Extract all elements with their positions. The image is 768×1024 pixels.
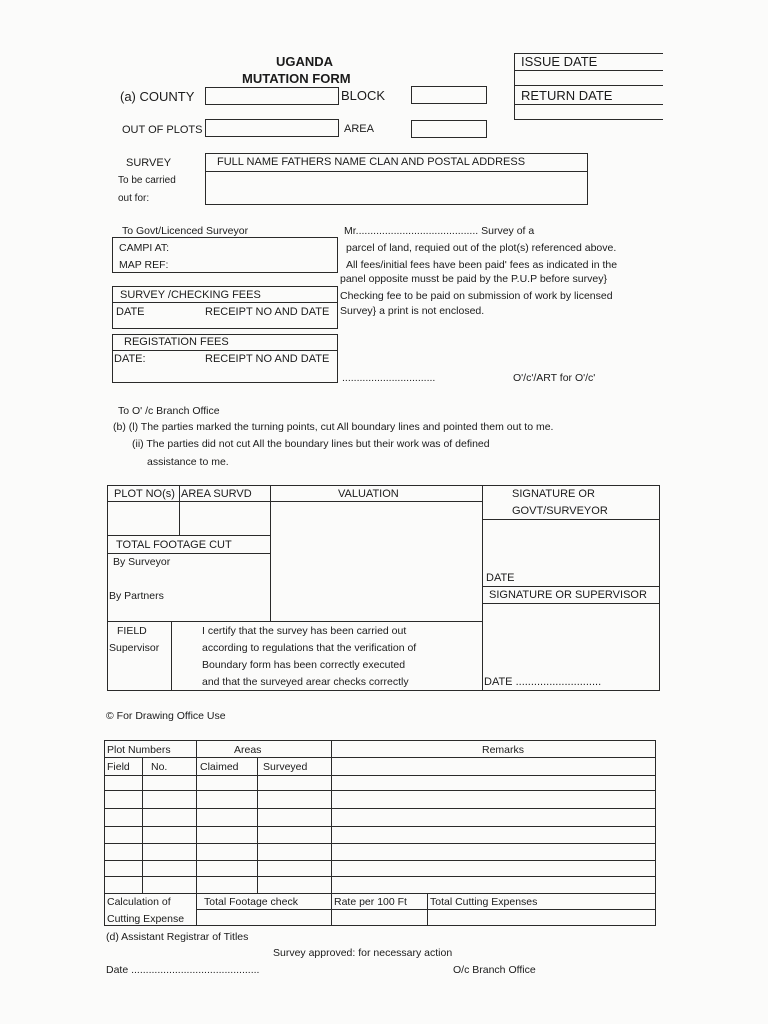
map-ref-label: MAP REF: (119, 259, 169, 271)
date-bottom: DATE ............................ (484, 676, 602, 688)
drawing-row-3 (104, 808, 656, 809)
field-label: FIELD (117, 625, 147, 637)
fees-receipt-label: RECEIPT NO AND DATE (205, 306, 330, 318)
survey-party-header-line (205, 171, 588, 172)
area-field[interactable] (411, 120, 487, 138)
registration-fees-divider (112, 350, 338, 351)
drawing-col-claimed (196, 740, 197, 926)
row-line-date (482, 586, 660, 587)
instruction-line-1: Mr.......................................... Survey of a (344, 225, 535, 237)
total-cutting-label: Total Cutting Expenses (430, 896, 538, 908)
drawing-row-2 (104, 790, 656, 791)
rate-label: Rate per 100 Ft (334, 896, 407, 908)
registration-receipt-label: RECEIPT NO AND DATE (205, 353, 330, 365)
drawing-row-7 (104, 876, 656, 877)
drawing-office-label: © For Drawing Office Use (106, 710, 226, 722)
row-line-signature (482, 519, 660, 520)
area-label: AREA (344, 123, 374, 135)
col-line-valuation (482, 485, 483, 691)
boundary-statement-2: (ii) The parties did not cut All the boundary lines but their work was of defined (132, 438, 490, 450)
claimed-header: Claimed (200, 761, 239, 773)
out-of-plots-field[interactable] (205, 119, 339, 137)
date-label: DATE (486, 572, 515, 584)
remarks-header: Remarks (482, 744, 525, 756)
survey-label-line3: out for: (118, 193, 150, 204)
row-line-footage-header (107, 553, 270, 554)
signature-header-1: SIGNATURE OR (512, 488, 595, 500)
field-header: Field (107, 761, 130, 773)
block-label: BLOCK (341, 88, 386, 103)
certify-line-4: and that the surveyed arear checks correctly (202, 676, 409, 688)
to-branch-office: To O' /c Branch Office (118, 405, 220, 417)
form-title-country: UGANDA (276, 54, 334, 69)
col-line-area (270, 485, 271, 621)
instruction-line-3: All fees/initial fees have been paid' fees as indicated in the (346, 259, 618, 271)
block-field[interactable] (411, 86, 487, 104)
branch-office-label: O/c Branch Office (453, 964, 536, 976)
assistant-registrar-label: (d) Assistant Registrar of Titles (106, 931, 249, 943)
drawing-row-1 (104, 775, 656, 776)
instruction-line-2: parcel of land, requied out of the plot(s) referenced above. (346, 242, 617, 254)
date-box-divider-3 (514, 104, 663, 105)
date-box-divider-1 (514, 70, 663, 71)
survey-party-columns: FULL NAME FATHERS NAME CLAN AND POSTAL ADDRESS (217, 156, 526, 168)
instruction-line-4: panel opposite musst be paid by the P.U.P before survey} (340, 273, 607, 285)
valuation-header: VALUATION (338, 488, 399, 500)
instruction-line-6: Survey} a print is not enclosed. (340, 305, 485, 317)
drawing-col-remarks (331, 740, 332, 926)
county-field[interactable] (205, 87, 339, 105)
no-header: No. (151, 761, 168, 773)
drawing-row-4 (104, 826, 656, 827)
date-box-left-border (514, 53, 515, 120)
drawing-row-5 (104, 843, 656, 844)
signature-header-2: GOVT/SURVEYOR (512, 505, 608, 517)
plot-no-header: PLOT NO(s) (114, 488, 175, 500)
fees-date-label: DATE (116, 306, 145, 318)
row-line-supervisor (482, 603, 660, 604)
return-date-label: RETURN DATE (521, 88, 613, 103)
survey-fees-divider (112, 302, 338, 303)
certify-line-2: according to regulations that the verification of (202, 642, 417, 654)
form-title: MUTATION FORM (242, 71, 351, 86)
survey-label-line2: To be carried (118, 175, 176, 186)
instruction-line-5: Checking fee to be paid on submission of work by licensed (340, 290, 613, 302)
drawing-col-total (427, 893, 428, 926)
certify-line-3: Boundary form has been correctly executed (202, 659, 406, 671)
drawing-row-9 (196, 909, 656, 910)
camp-at-label: CAMPI AT: (119, 242, 169, 254)
areas-header: Areas (234, 744, 262, 756)
date-box-bottom-border (514, 119, 663, 120)
row-line-plots-bottom (107, 535, 270, 536)
total-footage-cut-label: TOTAL FOOTAGE CUT (116, 539, 232, 551)
survey-approved-label: Survey approved: for necessary action (273, 947, 453, 959)
calculation-label-1: Calculation of (107, 896, 171, 908)
registration-date-label: DATE: (114, 353, 146, 365)
drawing-row-6 (104, 860, 656, 861)
signature-dots: ................................ (342, 372, 436, 384)
by-surveyor-label: By Surveyor (113, 556, 171, 568)
by-partners-label: By Partners (109, 590, 164, 602)
signature-supervisor-label: SIGNATURE OR SUPERVISOR (489, 589, 647, 601)
drawing-col-surveyed (257, 757, 258, 893)
survey-table-header-line (107, 501, 482, 502)
out-of-plots-label: OUT OF PLOTS (122, 124, 203, 136)
survey-label: SURVEY (126, 157, 172, 169)
boundary-statement-3: assistance to me. (147, 456, 229, 468)
plot-numbers-header: Plot Numbers (107, 744, 171, 756)
col-line-plot (179, 485, 180, 535)
officer-label: O'/c'/ART for O'/c' (513, 372, 596, 384)
to-surveyor-label: To Govt/Licenced Surveyor (122, 225, 249, 237)
col-line-field (171, 621, 172, 691)
calculation-label-2: Cutting Expense (107, 913, 185, 925)
area-survd-header: AREA SURVD (181, 488, 252, 500)
date-box-divider-2 (514, 85, 663, 86)
total-footage-check-label: Total Footage check (204, 896, 298, 908)
issue-date-label: ISSUE DATE (521, 54, 598, 69)
footer-date: Date ............................................ (106, 964, 260, 976)
survey-checking-fees-label: SURVEY /CHECKING FEES (120, 289, 261, 301)
boundary-statement-1: (b) (l) The parties marked the turning points, cut All boundary lines and pointed them out to me. (113, 421, 554, 433)
supervisor-label: Supervisor (109, 642, 160, 654)
county-label: (a) COUNTY (120, 89, 195, 104)
certify-line-1: I certify that the survey has been carried out (202, 625, 407, 637)
drawing-row-8 (104, 893, 656, 894)
drawing-header-line (104, 757, 656, 758)
registration-fees-label: REGISTATION FEES (124, 336, 229, 348)
drawing-col-no (142, 757, 143, 893)
row-line-footage-bottom (107, 621, 482, 622)
surveyed-header: Surveyed (263, 761, 308, 773)
